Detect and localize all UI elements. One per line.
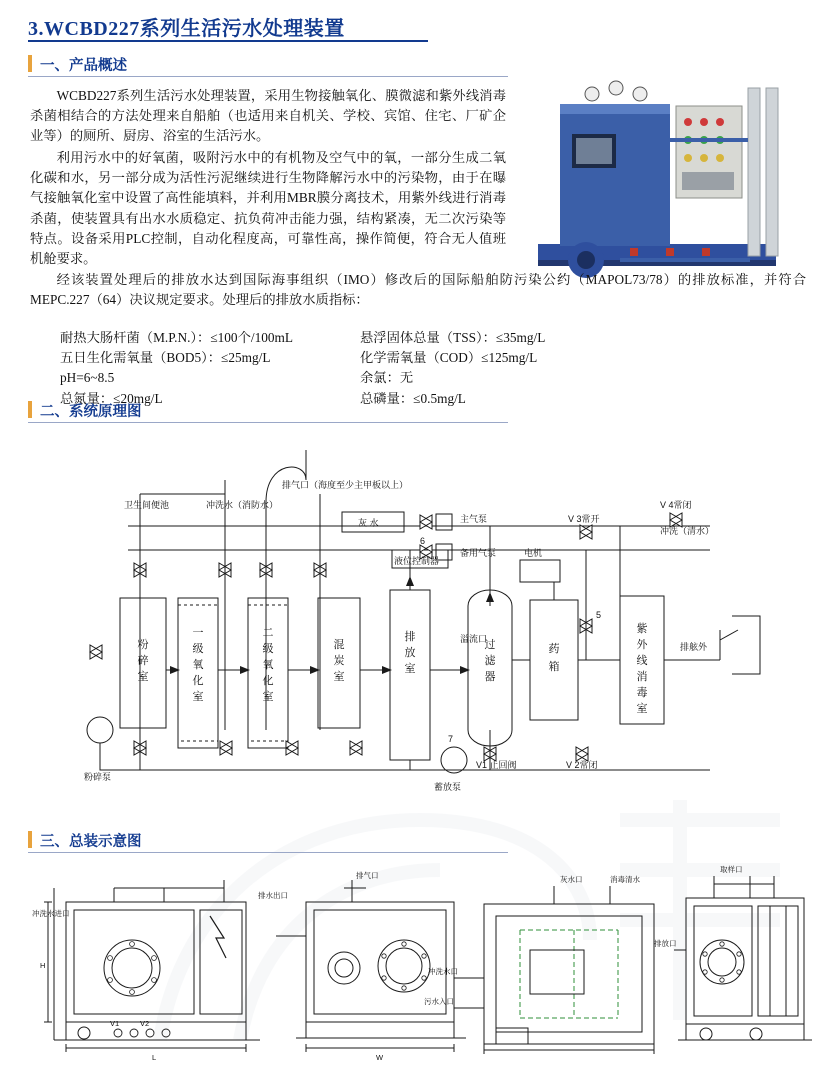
product-photo [520, 48, 802, 288]
svg-text:氧: 氧 [192, 659, 204, 671]
label-carbon: 混 [333, 639, 345, 651]
label-sample-port: 取样口 [720, 865, 743, 874]
section-label: 二、系统原理图 [40, 404, 142, 420]
section-label: 一、产品概述 [40, 58, 127, 74]
label-stage2: 二 [262, 627, 274, 639]
label-grey-port: 灰水口 [560, 875, 583, 884]
section-header-assembly [34, 830, 142, 850]
label-clean-port: 消毒清水 [610, 875, 640, 884]
svg-text:室: 室 [333, 671, 345, 683]
section-marker [28, 401, 32, 418]
svg-text:线: 线 [636, 655, 648, 667]
page-title: 3.WCBD227系列生活污水处理装置 [28, 18, 345, 40]
spec-left: 总氮量：≤20mg/L [60, 390, 163, 406]
svg-text:放: 放 [404, 647, 416, 659]
svg-text:级: 级 [192, 643, 204, 655]
svg-text:V2: V2 [140, 1019, 150, 1028]
spec-left: 五日生化需氧量（BOD5）：≤25mg/L [60, 350, 271, 366]
svg-text:室: 室 [262, 691, 274, 703]
table-row [60, 368, 800, 388]
svg-text:级: 级 [262, 643, 274, 655]
label-standby-blower: 备用气泵 [460, 548, 497, 558]
section-underline-overview [28, 76, 508, 77]
label-toilet-tank: 卫生间便池 [124, 500, 170, 510]
label-motor: 电机 [524, 548, 543, 558]
svg-text:毒: 毒 [636, 687, 648, 699]
svg-text:箱: 箱 [548, 661, 560, 673]
label-drain-port: 排放口 [654, 939, 677, 948]
label-overflow: 溢流口 [460, 634, 488, 644]
label-crush-room: 粉 [137, 639, 149, 651]
svg-text:室: 室 [192, 691, 204, 703]
table-row [60, 348, 800, 368]
svg-text:消: 消 [636, 671, 648, 683]
section-marker [28, 831, 32, 848]
label-chem-tank: 药 [548, 643, 560, 655]
label-outboard: 排舷外 [680, 642, 708, 652]
label-level-controller: 液位控制器 [394, 556, 440, 566]
svg-text:室: 室 [137, 671, 149, 683]
svg-text:炭: 炭 [333, 655, 345, 667]
label-dim-W: W [376, 1053, 384, 1062]
svg-text:碎: 碎 [137, 655, 149, 667]
label-v3: V 3常开 [568, 514, 600, 524]
label-uv-room: 紫 [636, 623, 648, 635]
overview-paragraph-3: 经该装置处理后的排放水达到国际海事组织（IMO）修改后的国际船舶防污染公约（MAPOL73/78）的排放标准，并符合MEPC.227（64）决议规定要求。处理后的排放水质指标： [30, 272, 806, 308]
label-discharge-pump: 蓄放泵 [434, 782, 462, 792]
label-7: 7 [448, 734, 454, 744]
label-crush-pump: 粉碎泵 [84, 772, 112, 782]
label-v2: V 2常闭 [566, 760, 598, 770]
table-row [60, 328, 800, 348]
label-6: 6 [420, 536, 426, 546]
spec-right: 总磷量：≤0.5mg/L [360, 390, 466, 406]
label-flush-port: 冲洗水口 [428, 967, 458, 976]
svg-text:外: 外 [636, 639, 648, 651]
label-v4: V 4常闭 [660, 500, 692, 510]
svg-text:器: 器 [484, 671, 496, 683]
section-underline-assembly [28, 852, 508, 853]
label-main-blower: 主气泵 [460, 514, 488, 524]
overview-paragraph-1: WCBD227系列生活污水处理装置，采用生物接触氧化、膜微滤和紫外线消毒杀菌相结合的方法处理来自船舶（也适用来自机关、学校、宾馆、住宅、厂矿企业等）的厕所、厨房、浴室的生活污水。 [30, 88, 506, 144]
label-vent2: 排气口 [356, 871, 379, 880]
section-label: 三、总装示意图 [40, 834, 142, 850]
label-dim-H: H [40, 961, 46, 970]
section-marker [28, 55, 32, 72]
spec-left: pH=6~8.5 [60, 370, 115, 386]
svg-text:滤: 滤 [484, 655, 496, 667]
spec-right: 化学需氧量（COD）≤125mg/L [360, 350, 538, 366]
svg-text:化: 化 [262, 675, 274, 687]
label-flush-inlet: 冲洗水进口 [32, 909, 70, 918]
spec-right: 悬浮固体总量（TSS）：≤35mg/L [360, 330, 546, 345]
label-v1-v2: V1 [110, 1019, 120, 1028]
section-underline-schematic [28, 422, 508, 423]
label-5: 5 [596, 610, 602, 620]
section-header-overview [34, 54, 127, 74]
label-filter: 过 [484, 639, 496, 651]
assembly-drawings [14, 858, 820, 1063]
label-flush-fire: 冲洗水（消防水） [206, 500, 279, 510]
label-v1: V1 止回阀 [476, 760, 517, 770]
section-header-schematic [34, 400, 142, 420]
table-row [60, 389, 800, 409]
label-stage1: 一 [192, 627, 204, 639]
label-vent: 排气口（海度至少主甲板以上） [282, 480, 409, 490]
system-schematic-diagram [20, 430, 810, 820]
spec-left: 耐热大肠杆菌（M.P.N.）：≤100个/100mL [60, 330, 293, 345]
label-sewage-in: 污水入口 [424, 997, 454, 1006]
effluent-spec-table [60, 328, 800, 409]
label-overflow-out: 排水出口 [258, 891, 288, 900]
overview-paragraph-2: 利用污水中的好氧菌，吸附污水中的有机物及空气中的氧，一部分生成二氧化碳和水，另一部分成为活性污泥继续进行生物降解污水中的污染物，由于在曝气接触氧化室中设置了高性能填料，并利用MBR膜分离技术，用紫外线进行消毒杀菌，使装置具有出水水质稳定、抗负荷冲击能力强，结构紧凑，无二次污染等特点。设备采用PLC控制，自动化程度高，可靠性高，操作简便，符合无人值班机舱要求。 [30, 150, 506, 267]
label-grey-water: 灰 水 [358, 518, 379, 528]
svg-text:氧: 氧 [262, 659, 274, 671]
svg-text:化: 化 [192, 675, 204, 687]
label-flush-clean: 冲洗（清水） [660, 526, 715, 536]
spec-right: 余氯：无 [360, 370, 414, 386]
svg-text:室: 室 [636, 703, 648, 715]
title-rule [28, 40, 428, 42]
svg-text:室: 室 [404, 663, 416, 675]
label-discharge-room: 排 [404, 631, 416, 643]
label-dim-L: L [152, 1053, 157, 1062]
